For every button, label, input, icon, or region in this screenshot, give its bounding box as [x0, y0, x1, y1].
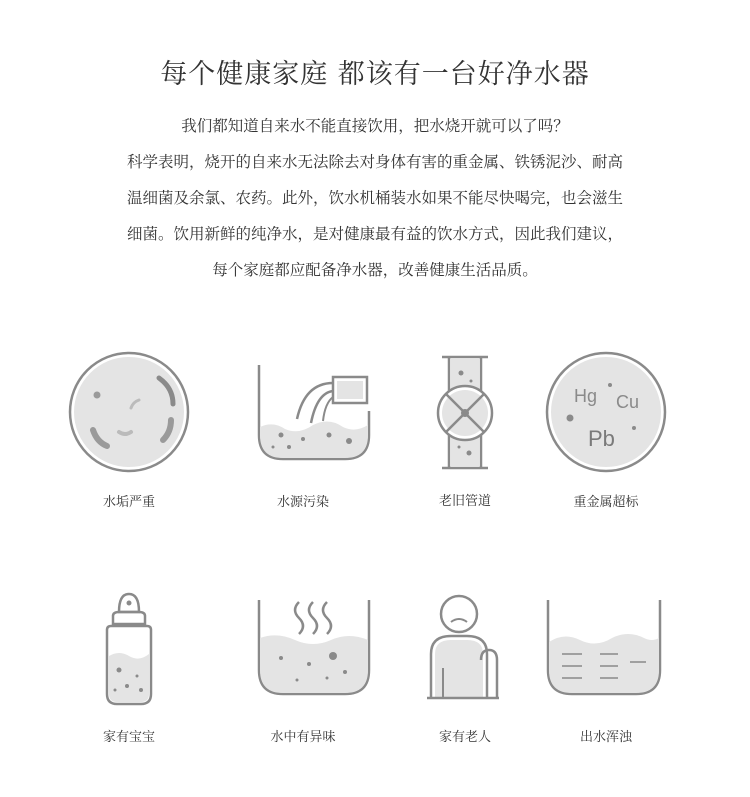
feature-item: [223, 363, 383, 510]
intro-line: 温细菌及余氯、农药。此外，饮水机桶装水如果不能尽快喝完，也会滋生: [126, 189, 623, 207]
intro-line: 细菌。饮用新鲜的纯净水，是对健康最有益的饮水方式，因此我们建议，: [126, 225, 623, 243]
feature-item: [526, 598, 686, 745]
feature-item: [385, 594, 545, 745]
water-pollution-icon: [233, 363, 373, 463]
page-title: 每个健康家庭 都该有一台好净水器: [160, 59, 590, 90]
intro-line: 每个家庭都应配备净水器，改善健康生活品质。: [212, 261, 538, 279]
metal-pb: Pb: [588, 426, 615, 451]
baby-bottle-icon: [49, 590, 209, 706]
feature-label: 重金属超标: [573, 495, 639, 510]
feature-label: 水中有异味: [270, 730, 336, 745]
feature-label: 家有老人: [438, 730, 491, 745]
old-pipe-icon: [385, 355, 545, 471]
feature-label: 出水浑浊: [579, 730, 632, 745]
heavy-metal-icon: [544, 350, 668, 474]
elderly-icon: [385, 594, 545, 700]
water-odor-icon: [233, 598, 373, 698]
intro-line: 我们都知道自来水不能直接饮用，把水烧开就可以了吗？: [181, 117, 569, 135]
feature-item: [526, 350, 686, 510]
feature-item: [223, 598, 383, 745]
turbid-water-icon: [526, 598, 686, 698]
metal-cu: Cu: [616, 392, 640, 412]
feature-item: [49, 590, 209, 745]
feature-label: 家有宝宝: [102, 730, 155, 745]
feature-label: 水源污染: [276, 495, 329, 510]
scale-icon: [67, 350, 191, 474]
intro-line: 科学表明，烧开的自来水无法除去对身体有害的重金属、铁锈泥沙、耐高: [126, 153, 623, 171]
feature-label: 水垢严重: [102, 495, 155, 510]
feature-label: 老旧管道: [438, 494, 491, 509]
feature-item: [49, 350, 209, 510]
feature-item: [385, 355, 545, 509]
metal-hg: Hg: [574, 386, 598, 406]
